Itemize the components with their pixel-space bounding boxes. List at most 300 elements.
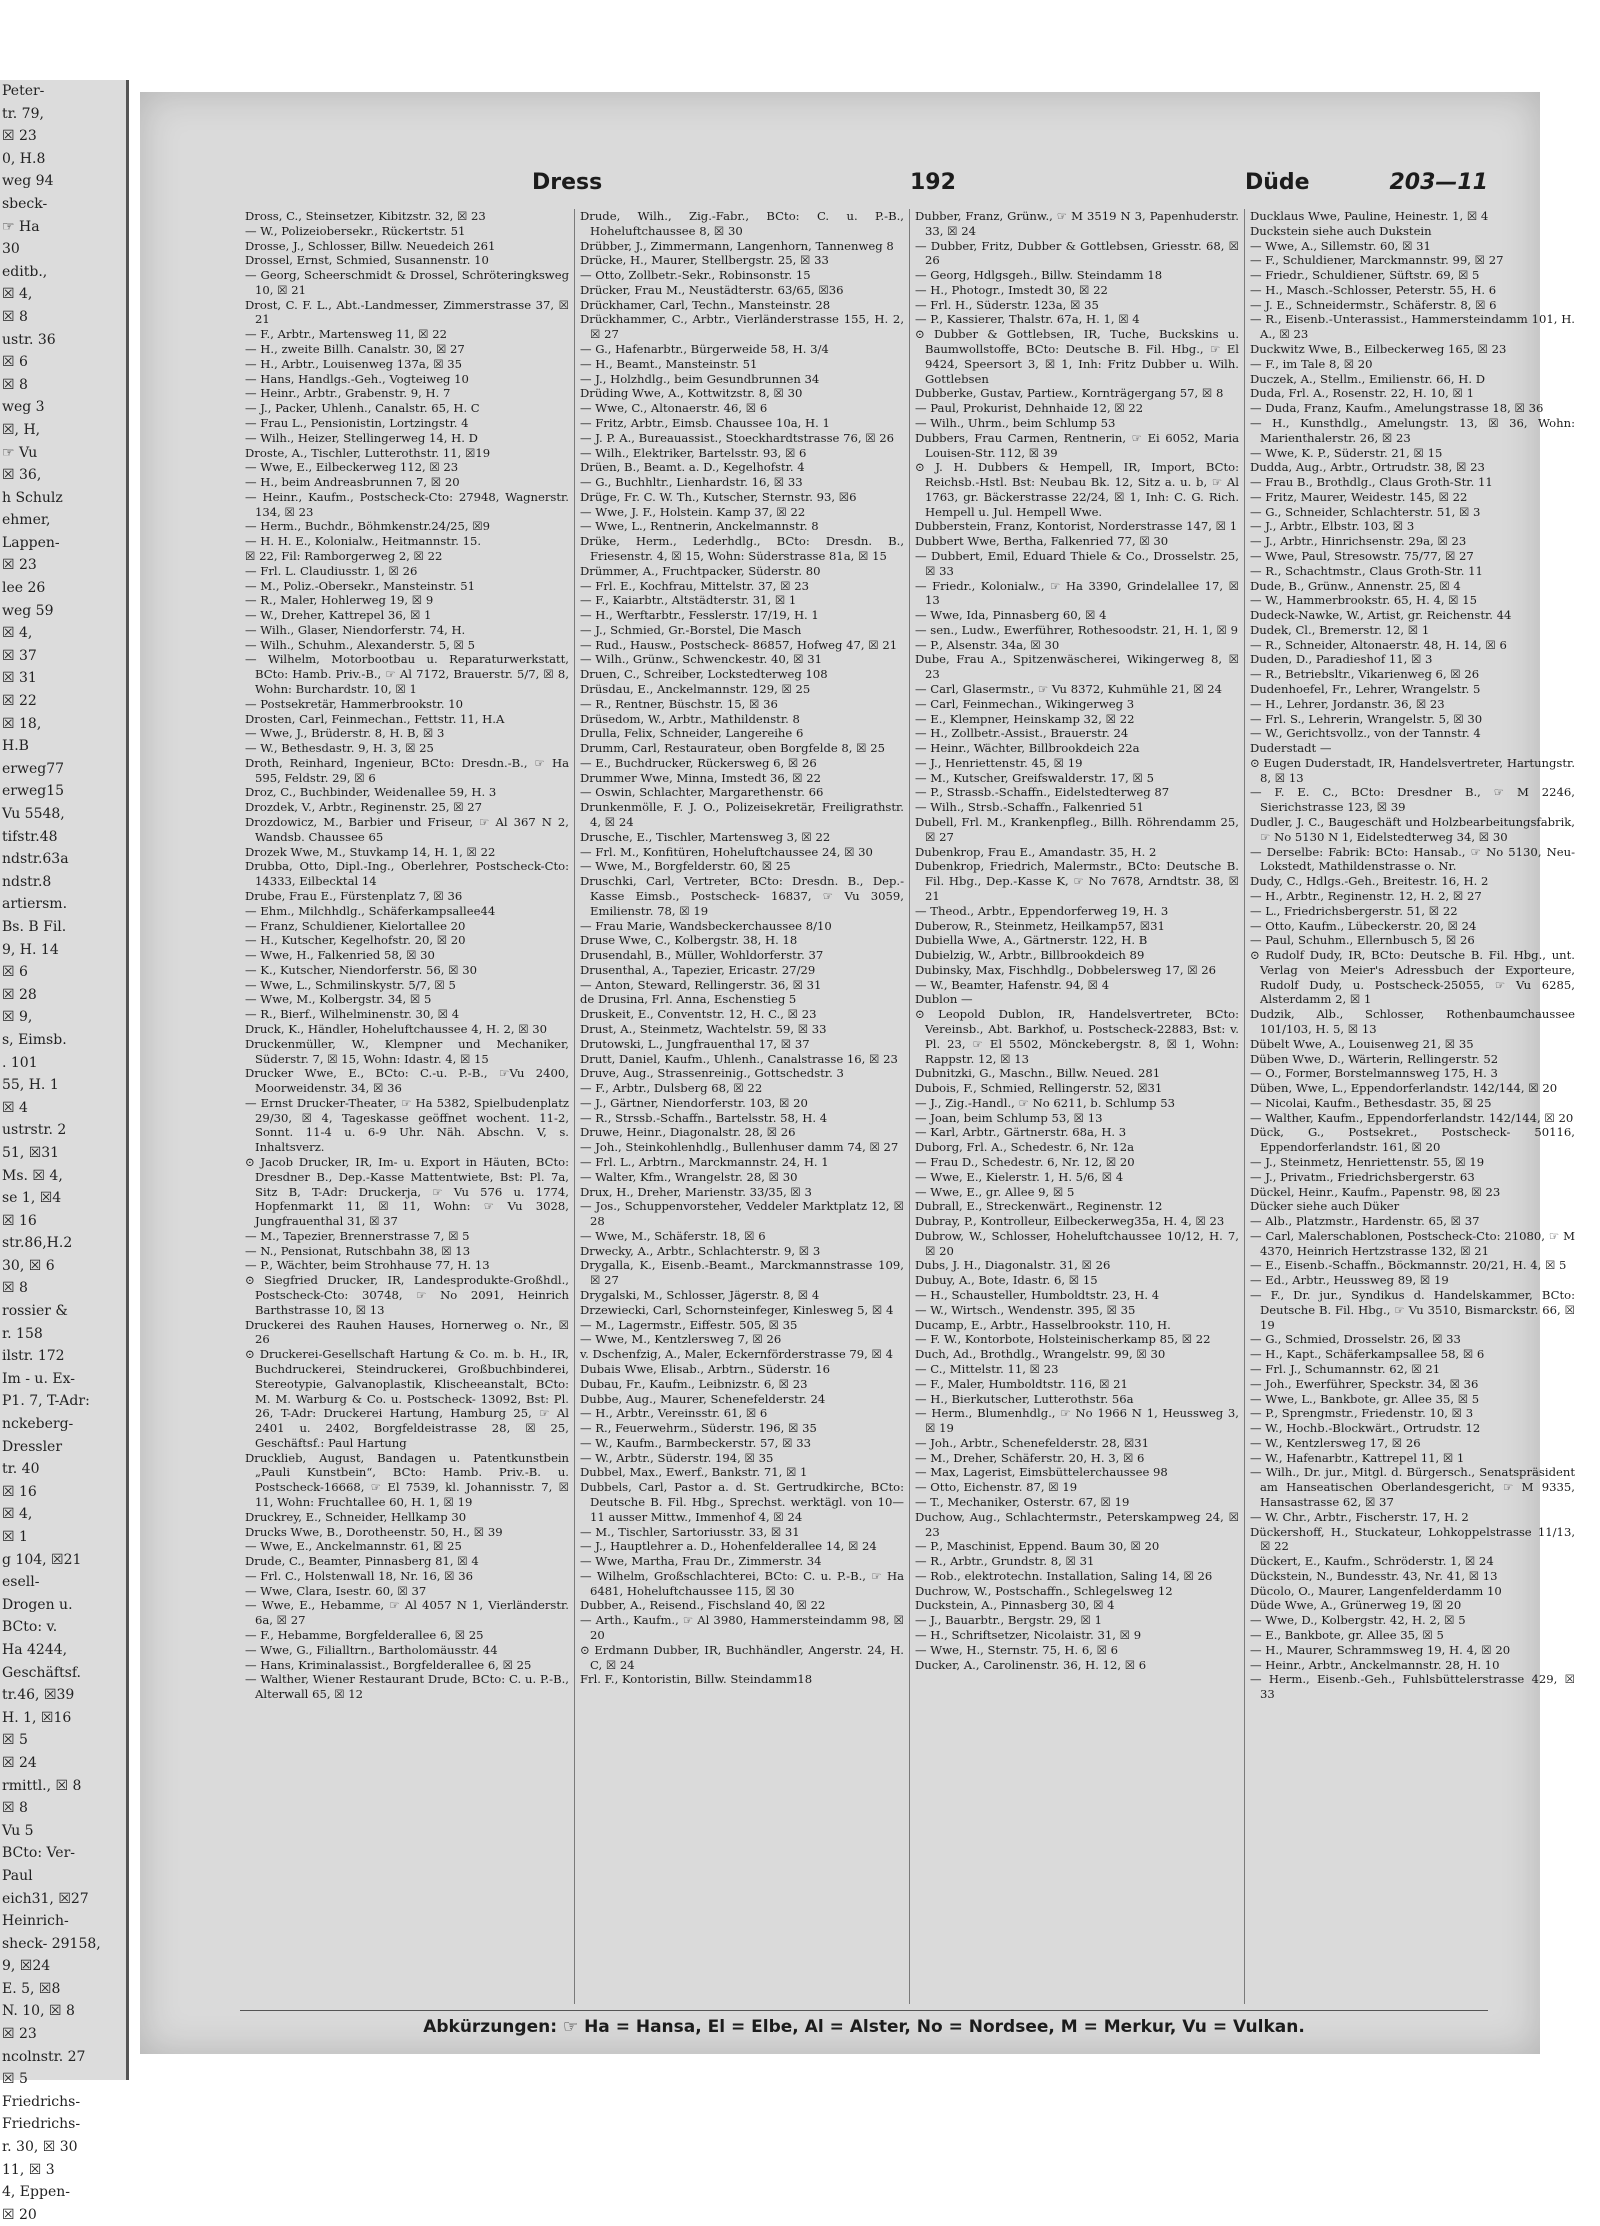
- directory-entry: Duchow, Aug., Schlachtermstr., Peterskampweg 24, ☒ 23: [915, 1509, 1239, 1539]
- previous-page-fragment: tifstr.48: [2, 828, 58, 845]
- directory-entry: — J., Hauptlehrer a. D., Hohenfelderallee 14, ☒ 24: [580, 1539, 877, 1554]
- column-2: [575, 209, 910, 2004]
- directory-entry: — G., Buchhltr., Lienhardstr. 16, ☒ 33: [580, 475, 803, 490]
- directory-entry: — W., Hafenarbtr., Kattrepel 11, ☒ 1: [1250, 1450, 1465, 1465]
- header-year: 192: [910, 170, 956, 195]
- previous-page-fragment: rossier &: [2, 1303, 68, 1320]
- directory-entry: — sen., Ludw., Ewerführer, Rothesoodstr. 21, H. 1, ☒ 9: [915, 622, 1238, 637]
- directory-entry: — Wwe, E., Anckelmannstr. 61, ☒ 25: [245, 1539, 462, 1554]
- directory-entry: Duckwitz Wwe, B., Eilbeckerweg 165, ☒ 23: [1250, 342, 1507, 357]
- directory-entry: Dubenkrop, Friedrich, Malermstr., BCto: Deutsche B. Fil. Hbg., Dep.-Kasse K, ☞ No 7678, Arndtstr. 38, ☒ 21: [915, 859, 1239, 903]
- directory-entry: — Frau D., Schedestr. 6, Nr. 12, ☒ 20: [915, 1155, 1135, 1169]
- directory-entry: Düben, Wwe, L., Eppendorferlandstr. 142/144, ☒ 20: [1250, 1081, 1558, 1096]
- directory-entry: — H., Schausteller, Humboldtstr. 23, H. 4: [915, 1288, 1160, 1303]
- directory-entry: — R., Strssb.-Schaffn., Bartelsstr. 58, H. 4: [580, 1110, 828, 1125]
- directory-entry: — Frau Marie, Wandsbeckerchaussee 8/10: [580, 918, 832, 933]
- directory-entry: Dudzik, Alb., Schlosser, Rothenbaumchaussee 101/103, H. 5, ☒ 13: [1250, 1007, 1575, 1036]
- directory-entry: — F., Arbtr., Dulsberg 68, ☒ 22: [580, 1081, 763, 1096]
- previous-page-fragment: ☒ 8: [2, 1280, 28, 1297]
- directory-entry: Drückhammer, C., Arbtr., Vierländerstrasse 155, H. 2, ☒ 27: [580, 312, 904, 342]
- previous-page-fragment: weg 59: [2, 602, 54, 619]
- previous-page-fragment: ☒ 22: [2, 693, 37, 710]
- directory-entry: Druschki, Carl, Vertreter, BCto: Dresdn. B., Dep.-Kasse Eimsb., Postscheck- 16837, ☞ Vu 3059, Emilienstr. 78, ☒ 19: [580, 874, 904, 918]
- column-3: [910, 209, 1245, 2004]
- previous-page-fragment: tr. 79,: [2, 105, 44, 122]
- previous-page-fragment: erweg15: [2, 783, 65, 800]
- directory-entry: Dubenkrop, Frau E., Amandastr. 35, H. 2: [915, 844, 1157, 859]
- directory-entry: Droth, Reinhard, Ingenieur, BCto: Dresdn.-B., ☞ Ha 595, Feldstr. 29, ☒ 6: [245, 755, 569, 785]
- directory-entry: Drüen, B., Beamt. a. D., Kegelhofstr. 4: [580, 460, 805, 475]
- directory-entry: — W., Kaufm., Barmbeckerstr. 57, ☒ 33: [580, 1435, 811, 1450]
- directory-entry: Drübber, J., Zimmermann, Langenhorn, Tannenweg 8: [580, 238, 894, 253]
- directory-entry: — Paul, Schuhm., Ellernbusch 5, ☒ 26: [1250, 933, 1475, 948]
- previous-page-fragment: Ms. ☒ 4,: [2, 1167, 63, 1184]
- directory-entry: Drüding Wwe, A., Kottwitzstr. 8, ☒ 30: [580, 386, 803, 401]
- directory-entry: Drozdek, V., Arbtr., Reginenstr. 25, ☒ 27: [245, 800, 483, 815]
- directory-entry: — Wwe, D., Kolbergstr. 42, H. 2, ☒ 5: [1250, 1613, 1466, 1628]
- directory-entry: Duczek, A., Stellm., Emilienstr. 66, H. D: [1250, 371, 1486, 386]
- previous-page-fragment: 55, H. 1: [2, 1077, 59, 1094]
- directory-entry: Drumm, Carl, Restaurateur, oben Borgfelde 8, ☒ 25: [580, 741, 886, 756]
- previous-page-fragment: ☒ 5: [2, 1732, 28, 1749]
- directory-entry: Dückel, Heinr., Kaufm., Papenstr. 98, ☒ 23: [1250, 1184, 1501, 1199]
- directory-entry: v. Dschenfzig, A., Maler, Eckernförderstrasse 79, ☒ 4: [580, 1347, 893, 1362]
- directory-entry: — Frl. J., Schumannstr. 62, ☒ 21: [1250, 1361, 1441, 1376]
- directory-entry: — Frl. C., Holstenwall 18, Nr. 16, ☒ 36: [245, 1568, 473, 1583]
- directory-entry: — E., Klempner, Heinskamp 32, ☒ 22: [915, 711, 1135, 726]
- directory-entry: — Hans, Kriminalassist., Borgfelderallee 6, ☒ 25: [245, 1657, 532, 1672]
- directory-entry: Drude, Wilh., Zig.-Fabr., BCto: C. u. P.-B., Hoheluftchaussee 8, ☒ 30: [580, 209, 904, 238]
- directory-entry: Druskeit, E., Conventstr. 12, H. C., ☒ 23: [580, 1007, 817, 1022]
- directory-entry: — Frau B., Brothdlg., Claus Groth-Str. 11: [1250, 475, 1493, 490]
- directory-entry: — H. H. E., Kolonialw., Heitmannstr. 15.: [245, 534, 482, 549]
- directory-entry: Dross, C., Steinsetzer, Kibitzstr. 32, ☒ 23: [245, 209, 486, 223]
- directory-entry: — Wwe, H., Sternstr. 75, H. 6, ☒ 6: [915, 1642, 1119, 1657]
- directory-entry: — Karl, Arbtr., Gärtnerstr. 68a, H. 3: [915, 1125, 1127, 1140]
- directory-entry: — Nicolai, Kaufm., Bethesdastr. 35, ☒ 25: [1250, 1095, 1492, 1110]
- previous-page-fragment: ☒ 4: [2, 1099, 28, 1116]
- directory-entry: — R., Eisenb.-Unterassist., Hammersteindamm 101, H. A., ☒ 23: [1250, 312, 1575, 342]
- directory-entry: Druve, Aug., Strassenreinig., Gottschedstr. 3: [580, 1066, 844, 1081]
- previous-page-fragment: ustrstr. 2: [2, 1122, 67, 1139]
- directory-entry: — Oswin, Schlachter, Margarethenstr. 66: [580, 785, 824, 800]
- directory-entry: Drutowski, L., Jungfrauenthal 17, ☒ 37: [580, 1036, 810, 1051]
- directory-entry: — Jos., Schuppenvorsteher, Veddeler Marktplatz 12, ☒ 28: [580, 1199, 904, 1229]
- column-4: [1245, 209, 1580, 2004]
- directory-entry: Duchrow, W., Postschaffn., Schlegelsweg 12: [915, 1583, 1173, 1598]
- directory-entry: Druen, C., Schreiber, Lockstedterweg 108: [580, 667, 828, 682]
- directory-entry: Dubielzig, W., Arbtr., Billbrookdeich 89: [915, 948, 1145, 963]
- directory-entry: — W. Chr., Arbtr., Fischerstr. 17, H. 2: [1250, 1509, 1469, 1524]
- directory-entry: Drubba, Otto, Dipl.-Ing., Oberlehrer, Postscheck-Cto: 14333, Eilbecktal 14: [245, 859, 569, 889]
- directory-entry: Dubuy, A., Bote, Idastr. 6, ☒ 15: [915, 1273, 1098, 1288]
- directory-entry: ⊙ Erdmann Dubber, IR, Buchhändler, Angerstr. 24, H. C, ☒ 24: [580, 1642, 904, 1672]
- directory-entry: Dude, B., Grünw., Annenstr. 25, ☒ 4: [1250, 578, 1461, 593]
- directory-entry: — Wwe, M., Kolbergstr. 34, ☒ 5: [245, 992, 432, 1007]
- directory-entry: — M., Kutscher, Greifswalderstr. 17, ☒ 5: [915, 770, 1154, 785]
- directory-entry: Dückershoff, H., Stuckateur, Lohkoppelstrasse 11/13, ☒ 22: [1250, 1524, 1575, 1554]
- directory-entry: — H., zweite Billh. Canalstr. 30, ☒ 27: [245, 342, 465, 357]
- directory-entry: — Georg, Scheerschmidt & Drossel, Schröteringksweg 10, ☒ 21: [245, 268, 569, 297]
- header-left-word: Dress: [532, 170, 603, 195]
- directory-entry: Dubber, A., Reisend., Fischsland 40, ☒ 22: [580, 1598, 826, 1613]
- directory-entry: Dubbel, Max., Ewerf., Bankstr. 71, ☒ 1: [580, 1465, 808, 1480]
- directory-entry: — Wwe, Martha, Frau Dr., Zimmerstr. 34: [580, 1554, 822, 1569]
- directory-entry: — Frl. E., Kochfrau, Mittelstr. 37, ☒ 23: [580, 578, 810, 593]
- directory-entry: — P., Maschinist, Eppend. Baum 30, ☒ 20: [915, 1539, 1160, 1554]
- previous-page-fragment: Paul: [2, 1867, 33, 1884]
- previous-page-fragment: weg 94: [2, 173, 54, 190]
- previous-page-fragment: Dressler: [2, 1438, 63, 1455]
- directory-entry: ⊙ Eugen Duderstadt, IR, Handelsvertreter, Hartungstr. 8, ☒ 13: [1250, 755, 1575, 785]
- previous-page-fragment: ☒ 4,: [2, 1506, 33, 1523]
- directory-entry: — P., Alsenstr. 34a, ☒ 30: [915, 637, 1060, 652]
- directory-entry: — Wwe, E., Hebamme, ☞ Al 4057 N 1, Vierländerstr. 6a, ☒ 27: [245, 1598, 569, 1628]
- directory-entry: — M., Lagermstr., Eiffestr. 505, ☒ 35: [580, 1317, 798, 1332]
- directory-entry: — Rud., Hausw., Postscheck- 86857, Hofweg 47, ☒ 21: [580, 637, 898, 652]
- previous-page-fragment: ☒ 23: [2, 128, 37, 145]
- directory-entry: Drosten, Carl, Feinmechan., Fettstr. 11, H.A: [245, 711, 505, 726]
- directory-entry: — Wwe, L., Rentnerin, Anckelmannstr. 8: [580, 519, 819, 534]
- directory-entry: — Frl. M., Konfitüren, Hoheluftchaussee 24, ☒ 30: [580, 844, 873, 859]
- directory-entry: — Wwe, G., Filialltrn., Bartholomäusstr. 44: [245, 1642, 498, 1657]
- directory-entry: — R., Arbtr., Grundstr. 8, ☒ 31: [915, 1554, 1095, 1569]
- directory-entry: — H., Schriftsetzer, Nicolaistr. 31, ☒ 9: [915, 1628, 1142, 1642]
- previous-page-fragment: 11, ☒ 3: [2, 2161, 55, 2178]
- directory-entry: — J., Schmied, Gr.-Borstel, Die Masch: [580, 622, 802, 637]
- directory-entry: — F., Hebamme, Borgfelderallee 6, ☒ 25: [245, 1628, 484, 1642]
- directory-entry: — Frl. H., Süderstr. 123a, ☒ 35: [915, 297, 1099, 312]
- previous-page-fragment: ☒ 36,: [2, 467, 42, 484]
- directory-entry: ⊙ Jacob Drucker, IR, Im- u. Export in Häuten, BCto: Dresdner B., Dep.-Kasse Mattentwiete, Bst: Pl. 7a, Sitz B, T-Adr: Druckerja, ☞ Vu 576 u. 1774, Hopfenmarkt 11, ☒ 11, Wohn: ☞ Vu 3028, Jungfrauenthal 31, ☒ 37: [245, 1155, 569, 1229]
- previous-page-fragment: r. 30, ☒ 30: [2, 2139, 78, 2156]
- directory-entry: Dückert, E., Kaufm., Schröderstr. 1, ☒ 24: [1250, 1554, 1494, 1569]
- directory-entry: ☒ 22, Fil: Ramborgerweg 2, ☒ 22: [245, 548, 443, 563]
- directory-entry: — R., Schachtmstr., Claus Groth-Str. 11: [1250, 563, 1483, 578]
- directory-entry: — P., Sprengmstr., Friedenstr. 10, ☒ 3: [1250, 1406, 1474, 1421]
- directory-entry: — Heinr., Kaufm., Postscheck-Cto: 27948, Wagnerstr. 134, ☒ 23: [245, 489, 569, 519]
- previous-page-fragment: weg 3: [2, 399, 45, 416]
- directory-entry: Frl. F., Kontoristin, Billw. Steindamm18: [580, 1672, 813, 1687]
- directory-entry: Druse Wwe, C., Kolbergstr. 38, H. 18: [580, 933, 798, 948]
- previous-page-fragment: ☒ 23: [2, 557, 37, 574]
- directory-entry: — Heinr., Arbtr., Grabenstr. 9, H. 7: [245, 386, 451, 401]
- directory-entry: Dubberke, Gustav, Partiew., Kornträgergang 57, ☒ 8: [915, 386, 1224, 401]
- directory-entry: — Wwe, M., Borgfelderstr. 60, ☒ 25: [580, 859, 791, 874]
- previous-page-fragment: Bs. B Fil.: [2, 918, 67, 935]
- directory-entry: — G., Schneider, Schlachterstr. 51, ☒ 3: [1250, 504, 1481, 519]
- directory-entry: — P., Strassb.-Schaffn., Eidelstedterweg 87: [915, 785, 1170, 800]
- directory-entry: — F. W., Kontorbote, Holsteinischerkamp 85, ☒ 22: [915, 1332, 1211, 1347]
- directory-entry: — Franz, Schuldiener, Kielortallee 20: [245, 918, 466, 933]
- directory-entry: Drwecky, A., Arbtr., Schlachterstr. 9, ☒ 3: [580, 1243, 821, 1258]
- previous-page-fragment: ustr. 36: [2, 331, 56, 348]
- column-1: [240, 209, 575, 2004]
- directory-entry: — Duda, Franz, Kaufm., Amelungstrasse 18, ☒ 36: [1250, 401, 1544, 416]
- directory-entry: Dudek, Cl., Bremerstr. 12, ☒ 1: [1250, 622, 1430, 637]
- previous-page-fragment: Vu 5548,: [2, 806, 65, 822]
- directory-entry: — W., Wirtsch., Wendenstr. 395, ☒ 35: [915, 1302, 1136, 1317]
- directory-entry: — M., Tischler, Sartoriusstr. 33, ☒ 31: [580, 1524, 800, 1539]
- previous-page-fragment: 30: [2, 241, 20, 258]
- directory-entry: — Frl. L. Claudiusstr. 1, ☒ 26: [245, 563, 418, 578]
- directory-entry: Dübelt Wwe, A., Louisenweg 21, ☒ 35: [1250, 1036, 1474, 1051]
- directory-entry: — Otto, Eichenstr. 87, ☒ 19: [915, 1480, 1078, 1495]
- directory-entry: — G., Hafenarbtr., Bürgerweide 58, H. 3/4: [580, 342, 829, 357]
- previous-page-fragment: H. 1, ☒16: [2, 1709, 72, 1726]
- directory-entry: — Herm., Eisenb.-Geh., Fuhlsbüttelerstrasse 429, ☒ 33: [1250, 1672, 1575, 1702]
- directory-entry: — O., Former, Borstelmannsweg 175, H. 3: [1250, 1066, 1498, 1081]
- directory-entry: Drüsdau, E., Anckelmannstr. 129, ☒ 25: [580, 682, 811, 696]
- previous-page-fragment: ☒ 28: [2, 986, 37, 1003]
- directory-entry: Düben Wwe, D., Wärterin, Rellingerstr. 52: [1250, 1051, 1499, 1066]
- directory-entry: — F., Arbtr., Martensweg 11, ☒ 22: [245, 327, 448, 342]
- directory-entry: — Wwe, M., Schäferstr. 18, ☒ 6: [580, 1228, 766, 1243]
- previous-page-fragment: Drogen u.: [2, 1596, 73, 1613]
- directory-entry: Dücolo, O., Maurer, Langenfelderdamm 10: [1250, 1583, 1502, 1598]
- previous-page-fragment: ☒ 37: [2, 647, 37, 664]
- directory-entry: — Heinr., Arbtr., Anckelmannstr. 28, H. 10: [1250, 1657, 1500, 1672]
- directory-entry: — Wwe, J., Brüderstr. 8, H. B, ☒ 3: [245, 726, 445, 741]
- directory-entry: — N., Pensionat, Rutschbahn 38, ☒ 13: [245, 1243, 471, 1258]
- directory-entry: Drux, H., Dreher, Marienstr. 33/35, ☒ 3: [580, 1184, 812, 1199]
- directory-entry: — Alb., Platzmstr., Hardenstr. 65, ☒ 37: [1250, 1214, 1480, 1229]
- previous-page-fragment: 9, ☒24: [2, 1958, 51, 1975]
- directory-entry: — K., Kutscher, Niendorferstr. 56, ☒ 30: [245, 962, 477, 977]
- directory-page: [140, 92, 1575, 2054]
- directory-entry: Dublon —: [915, 992, 973, 1007]
- directory-entry: — M., Tapezier, Brennerstrasse 7, ☒ 5: [245, 1228, 470, 1243]
- directory-entry: — J., Bauarbtr., Bergstr. 29, ☒ 1: [915, 1613, 1103, 1628]
- directory-entry: — Ernst Drucker-Theater, ☞ Ha 5382, Spielbudenplatz 29/30, ☒ 4, Tageskasse geöffnet wochent. 11-2, Sonnt. 11-4 u. 6-9 Uhr. Näh. Abschn. V, s. Inhaltsverz.: [245, 1095, 569, 1155]
- directory-entry: — W., Kentzlersweg 17, ☒ 26: [1250, 1435, 1421, 1450]
- directory-entry: Drüke, Herm., Lederhdlg., BCto: Dresdn. B., Friesenstr. 4, ☒ 15, Wohn: Süderstrasse 81a, ☒ 15: [580, 534, 904, 563]
- previous-page-fragment: esell-: [2, 1574, 40, 1591]
- directory-entry: — Wilh., Heizer, Stellingerweg 14, H. D: [245, 430, 478, 445]
- previous-page-fragment: rmittl., ☒ 8: [2, 1777, 82, 1794]
- directory-entry: — Friedr., Schuldiener, Süftstr. 69, ☒ 5: [1250, 268, 1480, 283]
- previous-page-fragment: ☒ 1: [2, 1529, 28, 1545]
- directory-entry: — L., Friedrichsbergerstr. 51, ☒ 22: [1250, 903, 1458, 918]
- directory-entry: — P., Wächter, beim Strohhause 77, H. 13: [245, 1258, 490, 1273]
- directory-entry: — G., Schmied, Drosselstr. 26, ☒ 33: [1250, 1332, 1461, 1347]
- directory-entry: — Wilh., Glaser, Niendorferstr. 74, H.: [245, 622, 466, 637]
- directory-entry: Ducamp, E., Arbtr., Hasselbrookstr. 110, H.: [915, 1317, 1171, 1332]
- directory-entry: Duden, D., Paradieshof 11, ☒ 3: [1250, 652, 1433, 667]
- previous-page-fragment: Vu 5: [2, 1822, 34, 1839]
- directory-entry: — Wwe, Paul, Stresowstr. 75/77, ☒ 27: [1250, 548, 1474, 563]
- header-right-word: Düde: [1245, 170, 1310, 195]
- directory-entry: — J. E., Schneidermstr., Schäferstr. 8, ☒ 6: [1250, 297, 1497, 312]
- previous-page-fragment: 30, ☒ 6: [2, 1257, 55, 1274]
- directory-entry: — Walther, Kaufm., Eppendorferlandstr. 142/144, ☒ 20: [1250, 1110, 1574, 1125]
- directory-entry: — Joan, beim Schlump 53, ☒ 13: [915, 1110, 1103, 1125]
- previous-page-fragment: ☒ 18,: [2, 715, 42, 732]
- directory-entry: — Wilh., Dr. jur., Mitgl. d. Bürgersch., Senatspräsident am Hanseatischen Oberlandesgericht, ☞ M 9335, Hansastrasse 62, ☒ 37: [1250, 1465, 1575, 1509]
- directory-entry: Drygalla, K., Eisenb.-Beamt., Marckmannstrasse 109, ☒ 27: [580, 1258, 904, 1288]
- directory-entry: — Otto, Zollbetr.-Sekr., Robinsonstr. 15: [580, 268, 811, 283]
- previous-page-fragment: erweg77: [2, 760, 65, 777]
- directory-entry: — Paul, Prokurist, Dehnhaide 12, ☒ 22: [915, 401, 1144, 416]
- previous-page-fragment: ndstr.63a: [2, 851, 69, 868]
- directory-entry: — Wwe, L., Bankbote, gr. Allee 35, ☒ 5: [1250, 1391, 1480, 1406]
- directory-entry: Drucker Wwe, E., BCto: C.-u. P.-B., ☞Vu 2400, Moorweidenstr. 34, ☒ 36: [245, 1066, 569, 1096]
- directory-entry: Drude, C., Beamter, Pinnasberg 81, ☒ 4: [245, 1554, 479, 1569]
- directory-entry: — J., Steinmetz, Henriettenstr. 55, ☒ 19: [1250, 1155, 1485, 1169]
- directory-entry: Drümmer, A., Fruchtpacker, Süderstr. 80: [580, 563, 821, 578]
- previous-page-fragment: Friedrichs-: [2, 2093, 81, 2110]
- directory-entry: — H., Photogr., Imstedt 30, ☒ 22: [915, 282, 1108, 297]
- previous-page-fragment: str.86,H.2: [2, 1235, 73, 1252]
- directory-entry: Drucks Wwe, B., Dorotheenstr. 50, H., ☒ 39: [245, 1524, 503, 1539]
- directory-entry: — Dubbert, Emil, Eduard Thiele & Co., Drosselstr. 25, ☒ 33: [915, 548, 1239, 578]
- directory-entry: — Wwe, L., Schmilinskystr. 5/7, ☒ 5: [245, 977, 456, 992]
- directory-entry: Dubiella Wwe, A., Gärtnerstr. 122, H. B: [915, 933, 1148, 948]
- directory-entry: Drost, C. F. L., Abt.-Landmesser, Zimmerstrasse 37, ☒ 21: [245, 297, 569, 327]
- previous-page-fragment: BCto: v.: [2, 1619, 58, 1636]
- directory-entry: — Wilh., Uhrm., beim Schlump 53: [915, 415, 1116, 430]
- previous-page-fragment: ☒ 8: [2, 376, 28, 393]
- directory-entry: de Drusina, Frl. Anna, Eschenstieg 5: [580, 992, 797, 1007]
- directory-entry: — H., Werftarbtr., Fesslerstr. 17/19, H. 1: [580, 608, 819, 623]
- directory-entry: Dubrall, E., Streckenwärt., Reginenstr. 12: [915, 1199, 1163, 1214]
- directory-entry: ⊙ J. H. Dubbers & Hempell, IR, Import, BCto: Reichsb.-Hstl. Bst: Neubau Bk. 12, Sitz a. u. b, ☞ Al 1763, gr. Bäckerstrasse 22/24, ☒ 1, Inh: C. G. Rich. Hempell u. Jul. Hempell Wwe.: [915, 460, 1239, 519]
- directory-entry: Duckstein, A., Pinnasberg 30, ☒ 4: [915, 1598, 1115, 1613]
- directory-entry: Duch, Ad., Brothdlg., Wrangelstr. 99, ☒ 30: [915, 1347, 1166, 1362]
- directory-entry: — Joh., Ewerführer, Speckstr. 34, ☒ 36: [1250, 1376, 1479, 1391]
- directory-entry: — J. P. A., Bureauassist., Stoeckhardtstrasse 76, ☒ 26: [580, 430, 895, 445]
- previous-page-fragment: Geschäftsf.: [2, 1664, 81, 1681]
- directory-entry: Drosse, J., Schlosser, Billw. Neuedeich 261: [245, 238, 496, 253]
- directory-entry: — H., Maurer, Schrammsweg 19, H. 4, ☒ 20: [1250, 1642, 1511, 1657]
- directory-entry: — W., Hochb.-Blockwärt., Ortrudstr. 12: [1250, 1421, 1481, 1436]
- directory-entry: Drzewiecki, Carl, Schornsteinfeger, Kinlesweg 5, ☒ 4: [580, 1302, 894, 1317]
- directory-entry: — J., Packer, Uhlenh., Canalstr. 65, H. C: [245, 401, 480, 416]
- directory-entry: — F., Maler, Humboldtstr. 116, ☒ 21: [915, 1376, 1128, 1391]
- directory-entry: Drucklieb, August, Bandagen u. Patentkunstbein „Pauli Kunstbein“, BCto: Hamb. Priv.-B. u. Postscheck-16668, ☞ El 7539, kl. Johannisstr. 7, ☒ 11, Wohn: Fruchtallee 60, H. 1, ☒ 19: [245, 1450, 569, 1509]
- directory-entry: Drüsedom, W., Arbtr., Mathildenstr. 8: [580, 711, 800, 726]
- directory-entry: — Frl. S., Lehrerin, Wrangelstr. 5, ☒ 30: [1250, 711, 1483, 726]
- directory-entry: — Ed., Arbtr., Heussweg 89, ☒ 19: [1250, 1273, 1449, 1288]
- directory-entry: Drube, Frau E., Fürstenplatz 7, ☒ 36: [245, 888, 463, 903]
- previous-page-fragment: ☒ 6: [2, 964, 28, 981]
- directory-entry: — Walther, Wiener Restaurant Drude, BCto: C. u. P.-B., Alterwall 65, ☒ 12: [245, 1672, 569, 1702]
- previous-page-fragment: ☒, H,: [2, 421, 41, 438]
- page-header: [240, 162, 1488, 204]
- directory-entry: Dubs, J. H., Diagonalstr. 31, ☒ 26: [915, 1258, 1111, 1273]
- directory-entry: — J., Henriettenstr. 45, ☒ 19: [915, 755, 1083, 770]
- previous-page-fragment: ☒ 9,: [2, 1009, 33, 1026]
- directory-entry: — W., Arbtr., Süderstr. 194, ☒ 35: [580, 1450, 774, 1465]
- header-page-number: 203—11: [1389, 170, 1488, 195]
- directory-entry: Ducker, A., Carolinenstr. 36, H. 12, ☒ 6: [915, 1657, 1147, 1672]
- directory-entry: Drummer Wwe, Minna, Imstedt 36, ☒ 22: [580, 770, 822, 785]
- previous-page-fragment: ☒ 16: [2, 1212, 37, 1229]
- directory-entry: — H., Kunsthdlg., Amelungstr. 13, ☒ 36, Wohn: Marienthalerstr. 26, ☒ 23: [1250, 415, 1575, 445]
- directory-entry: Druckerei des Rauhen Hauses, Hornerweg o. Nr., ☒ 26: [245, 1317, 569, 1347]
- directory-entry: — H., Lehrer, Jordanstr. 36, ☒ 23: [1250, 696, 1445, 711]
- directory-entry: — Wwe, Clara, Isestr. 60, ☒ 37: [245, 1583, 427, 1598]
- directory-entry: Duda, Frl. A., Rosenstr. 22, H. 10, ☒ 1: [1250, 386, 1474, 401]
- previous-page-fragment: ☒ 5: [2, 2071, 28, 2088]
- directory-entry: — F. E. C., BCto: Dresdner B., ☞ M 2246, Sierichstrasse 123, ☒ 39: [1250, 785, 1575, 815]
- previous-page-fragment: ☒ 20: [2, 2206, 37, 2223]
- directory-entry: Duderstadt —: [1250, 741, 1332, 756]
- directory-entry: Droste, A., Tischler, Lutterothstr. 11, ☒19: [245, 445, 491, 460]
- directory-entry: — W., Polizeiobersekr., Rückertstr. 51: [245, 223, 466, 238]
- directory-entry: Dubau, Fr., Kaufm., Leibnizstr. 6, ☒ 23: [580, 1376, 808, 1391]
- previous-page-fragment: ☞ Vu: [2, 444, 38, 461]
- directory-entry: Drunkenmölle, F. J. O., Polizeisekretär, Freiligrathstr. 4, ☒ 24: [580, 800, 904, 830]
- previous-page-fragment: ☒ 8: [2, 1800, 28, 1817]
- directory-entry: — J., Zig.-Handl., ☞ No 6211, b. Schlump 53: [915, 1095, 1176, 1110]
- previous-page-fragment: N. 10, ☒ 8: [2, 2003, 75, 2020]
- directory-entry: — H., Beamt., Mansteinstr. 51: [580, 356, 758, 371]
- previous-page-fragment: g 104, ☒21: [2, 1551, 82, 1568]
- directory-entry: Drücke, H., Maurer, Stellbergstr. 25, ☒ 33: [580, 253, 829, 268]
- previous-page-fragment: ☒ 31: [2, 670, 37, 687]
- previous-page-fragment: ncolnstr. 27: [2, 2048, 86, 2065]
- previous-page-fragment: tr. 40: [2, 1461, 40, 1478]
- directory-entry: — Dubber, Fritz, Dubber & Gottlebsen, Griesstr. 68, ☒ 26: [915, 238, 1239, 268]
- directory-entry: — Otto, Kaufm., Lübeckerstr. 20, ☒ 24: [1250, 918, 1477, 933]
- directory-entry: — Wilh., Schuhm., Alexanderstr. 5, ☒ 5: [245, 637, 475, 652]
- directory-entry: — R., Schneider, Altonaerstr. 48, H. 14, ☒ 6: [1250, 637, 1507, 652]
- directory-entry: ⊙ Rudolf Dudy, IR, BCto: Deutsche B. Fil. Hbg., unt. Verlag von Meier's Adressbuch der Exporteure, Rudolf Dudy, u. Postscheck-25055, ☞ Vu 6285, Alsterdamm 2, ☒ 1: [1250, 948, 1575, 1007]
- directory-entry: Drusendahl, B., Müller, Wohldorferstr. 37: [580, 948, 824, 963]
- directory-entry: — Anton, Steward, Rellingerstr. 36, ☒ 31: [580, 977, 822, 992]
- directory-entry: — H., Bierkutscher, Lutterothstr. 56a: [915, 1391, 1134, 1406]
- directory-entry: — W., Beamter, Hafenstr. 94, ☒ 4: [915, 977, 1110, 992]
- directory-entry: Drossel, Ernst, Schmied, Susannenstr. 10: [245, 253, 489, 268]
- directory-entry: — H., Masch.-Schlosser, Peterstr. 55, H. 6: [1250, 282, 1497, 297]
- previous-page-fragment: E. 5, ☒8: [2, 1980, 61, 1997]
- directory-entry: Dubnitzki, G., Maschn., Billw. Neued. 281: [915, 1066, 1161, 1081]
- directory-entry: Dückstein, N., Bundesstr. 43, Nr. 41, ☒ 13: [1250, 1568, 1498, 1583]
- directory-entry: — Ehm., Milchhdlg., Schäferkampsallee44: [245, 903, 496, 918]
- directory-entry: ⊙ Dubber & Gottlebsen, IR, Tuche, Buckskins u. Baumwollstoffe, BCto: Deutsche B. Fil. Hbg., ☞ El 9424, Speersort 3, ☒ 1, Inh: Fritz Dubber u. Wilh. Gottlebsen: [915, 327, 1239, 386]
- previous-page-fragment: ndstr.8: [2, 873, 52, 890]
- directory-entry: Drust, A., Steinmetz, Wachtelstr. 59, ☒ 33: [580, 1021, 827, 1036]
- previous-page-fragment: lee 26: [2, 580, 46, 597]
- directory-entry: — R., Rentner, Büschstr. 15, ☒ 36: [580, 696, 778, 711]
- directory-entry: — E., Buchdrucker, Rückersweg 6, ☒ 26: [580, 755, 817, 770]
- directory-entry: Drutt, Daniel, Kaufm., Uhlenh., Canalstrasse 16, ☒ 23: [580, 1051, 898, 1066]
- previous-page-fragment: ☒ 6: [2, 354, 28, 371]
- directory-entry: Ducklaus Wwe, Pauline, Heinestr. 1, ☒ 4: [1250, 209, 1489, 223]
- directory-entry: — Postsekretär, Hammerbrookstr. 10: [245, 696, 464, 711]
- directory-entry: — Arth., Kaufm., ☞ Al 3980, Hammersteindamm 98, ☒ 20: [580, 1613, 904, 1642]
- directory-entry: Druckenmüller, W., Klempner und Mechaniker, Süderstr. 7, ☒ 15, Wohn: Idastr. 4, ☒ 15: [245, 1036, 569, 1066]
- directory-entry: — Derselbe: Fabrik: BCto: Hansab., ☞ No 5130, Neu-Lokstedt, Mathildenstrasse o. Nr.: [1250, 844, 1575, 874]
- directory-entry: Droz, C., Buchbinder, Weidenallee 59, H. 3: [245, 785, 497, 800]
- directory-entry: Drückhamer, Carl, Techn., Mansteinstr. 28: [580, 297, 831, 312]
- directory-entry: Dube, Frau A., Spitzenwäscherei, Wikingerweg 8, ☒ 23: [915, 652, 1239, 682]
- directory-entry: Dubberstein, Franz, Kontorist, Norderstrasse 147, ☒ 1: [915, 519, 1238, 534]
- directory-entry: — Wilh., Elektriker, Bartelsstr. 93, ☒ 6: [580, 445, 807, 460]
- directory-entry: — Georg, Hdlgsgeh., Billw. Steindamm 18: [915, 268, 1163, 283]
- directory-entry: — Joh., Steinkohlenhdlg., Bullenhuser damm 74, ☒ 27: [580, 1140, 899, 1155]
- previous-page-fragment: H.B: [2, 738, 29, 755]
- directory-entry: — Rob., elektrotechn. Installation, Saling 14, ☒ 26: [915, 1568, 1213, 1583]
- previous-page-fragment: Ha 4244,: [2, 1641, 68, 1658]
- directory-entry: Dudenhoefel, Fr., Lehrer, Wrangelstr. 5: [1250, 682, 1481, 696]
- previous-page-fragment: h Schulz: [2, 489, 63, 506]
- directory-entry: Drusche, E., Tischler, Martensweg 3, ☒ 22: [580, 829, 831, 844]
- directory-entry: Dubber, Franz, Grünw., ☞ M 3519 N 3, Papenhuderstr. 33, ☒ 24: [915, 209, 1239, 238]
- directory-entry: — F., Kaiarbtr., Altstädterstr. 31, ☒ 1: [580, 593, 797, 608]
- directory-entry: — Wwe, H., Falkenried 58, ☒ 30: [245, 948, 435, 963]
